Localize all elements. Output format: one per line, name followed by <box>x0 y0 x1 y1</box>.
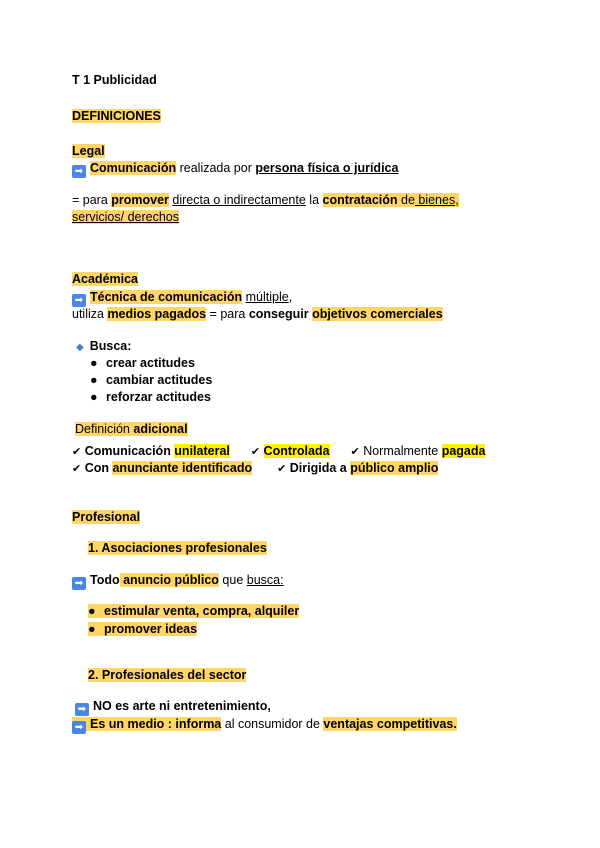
academica-line-2: utiliza medios pagados = para conseguir objetivos comerciales <box>72 307 443 321</box>
list-item: ● estimular venta, compra, alquiler <box>88 604 300 618</box>
academica-line-1: ➡ Técnica de comunicación múltiple, <box>72 289 292 307</box>
subheading-profesionales: 2. Profesionales del sector <box>88 668 247 682</box>
busca-item: ◆ Busca: <box>76 339 132 353</box>
page-title: T 1 Publicidad <box>72 73 157 87</box>
arrow-right-icon: ➡ <box>72 721 86 734</box>
checkmark-icon: ✔ <box>250 445 261 458</box>
heading-academica: Académica <box>72 272 139 286</box>
heading-adicional: Definición adicional <box>75 422 188 436</box>
arrow-right-icon: ➡ <box>72 165 86 178</box>
heading-legal: Legal <box>72 144 105 158</box>
adicional-row-1: ✔ Comunicación unilateral ✔ Controlada ✔ Normalmente pagada <box>72 444 486 458</box>
legal-line-2: = para promover directa o indirectamente la contratación de bienes, <box>72 193 459 207</box>
checkmark-icon: ✔ <box>72 445 82 458</box>
legal-line-3: servicios/ derechos <box>72 210 179 224</box>
list-item: ● promover ideas <box>88 622 198 636</box>
list-item: ● cambiar actitudes <box>90 373 213 387</box>
list-item: ● crear actitudes <box>90 356 195 370</box>
checkmark-icon: ✔ <box>350 445 360 458</box>
heading-profesional: Profesional <box>72 510 141 524</box>
adicional-row-2: ✔ Con anunciante identificado ✔ Dirigida a público amplio <box>72 461 439 475</box>
todo-line: ➡ Todo anuncio público que busca: <box>72 572 284 590</box>
no-line: ➡ NO es arte ni entretenimiento, <box>75 698 271 716</box>
checkmark-icon: ✔ <box>72 462 82 475</box>
section-heading-definiciones: DEFINICIONES <box>72 109 161 123</box>
arrow-right-icon: ➡ <box>72 577 86 590</box>
arrow-right-icon: ➡ <box>72 294 86 307</box>
arrow-right-icon: ➡ <box>75 703 89 716</box>
list-item: ● reforzar actitudes <box>90 390 211 404</box>
es-line: ➡ Es un medio : informa al consumidor de ventajas competitivas. <box>72 716 457 734</box>
diamond-icon: ◆ <box>76 342 84 353</box>
subheading-asociaciones: 1. Asociaciones profesionales <box>88 541 267 555</box>
legal-line-1: ➡ Comunicación realizada por persona física o jurídica <box>72 160 398 178</box>
checkmark-icon: ✔ <box>277 462 287 475</box>
